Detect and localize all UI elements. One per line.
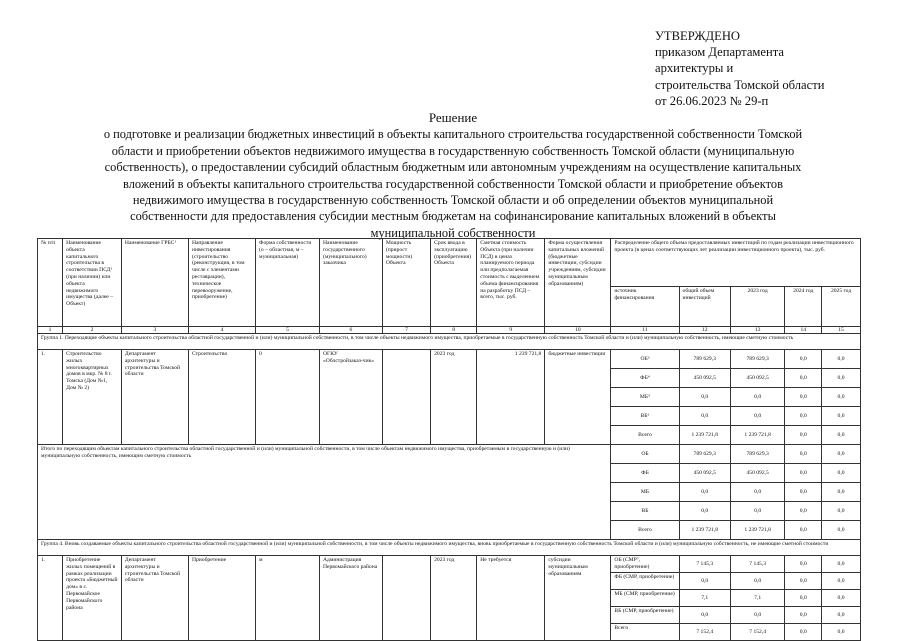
fin-2023: 7 145,3 <box>730 556 785 573</box>
capacity <box>382 350 430 445</box>
fin-2025: 0,0 <box>822 521 861 540</box>
fin-total: 1 239 721,8 <box>679 426 730 445</box>
fin-2023: 0,0 <box>730 407 785 426</box>
fin-source: МБ (СМР, приобретение) <box>611 590 679 607</box>
column-number: 2 <box>63 327 122 334</box>
header-cell: 2025 год <box>822 287 861 327</box>
fin-2024: 0,0 <box>785 607 822 624</box>
column-number-row <box>38 327 861 334</box>
fin-total: 0,0 <box>679 388 730 407</box>
fin-2025: 0,0 <box>822 445 861 464</box>
header-cell: Направление инвестирования (строительство (реконструкция, в том числе с элементами реставрации), техническое перевооружение, приобретение) <box>188 239 255 327</box>
column-number: 14 <box>785 327 822 334</box>
fin-2024: 0,0 <box>785 445 822 464</box>
approval-line: архитектуры и <box>655 61 734 76</box>
fin-2024: 0,0 <box>785 464 822 483</box>
header-cell: 2023 год <box>730 287 785 327</box>
grbs: Департамент архитектуры и строительства Томской области <box>121 350 188 445</box>
title-line: собственность), о предоставлении субсидий областным бюджетным или автономным учреждениям на осуществление капитальных <box>104 160 802 175</box>
fin-source: Всего <box>611 426 679 445</box>
document-title <box>30 110 876 241</box>
header-cell: № п/п <box>38 239 63 327</box>
fin-source: ОБ <box>611 445 679 464</box>
fin-total: 0,0 <box>679 573 730 590</box>
fin-2025: 0,0 <box>822 369 861 388</box>
fin-source: МБ <box>611 483 679 502</box>
customer: Администрация Первомайского района <box>319 556 382 641</box>
fin-source: ВБ⁶ <box>611 407 679 426</box>
column-number: 8 <box>431 327 477 334</box>
ownership-form: 0 <box>256 350 320 445</box>
fin-total: 450 092,5 <box>679 369 730 388</box>
title-line: вложений в объекты капитального строительства государственной собственности Томской области и приобретение объектов <box>123 176 783 191</box>
header-cell: Форма собственности (о – областная, м – муниципальная) <box>256 239 320 327</box>
fin-2025: 0,0 <box>822 407 861 426</box>
fin-2024: 0,0 <box>785 388 822 407</box>
header-cell: Наименование государственного (муниципального) заказчика <box>319 239 382 327</box>
object-name: Строительство жилых многоквартирных домов в мкр. № 8 г. Томска (Дом №1, Дом № 2) <box>63 350 122 445</box>
fin-2025: 0,0 <box>822 590 861 607</box>
group-title-row <box>38 334 861 350</box>
approval-line: от 26.06.2023 № 29-п <box>655 93 769 108</box>
table-row <box>38 350 861 369</box>
fin-2025: 0,0 <box>822 624 861 641</box>
commissioning-term: 2023 год <box>431 556 477 641</box>
fin-2023: 7,1 <box>730 590 785 607</box>
estimated-cost: 1 239 721,8 <box>477 350 545 445</box>
fin-source: ВБ <box>611 502 679 521</box>
fin-total: 0,0 <box>679 483 730 502</box>
column-number: 4 <box>188 327 255 334</box>
fin-2024: 0,0 <box>785 573 822 590</box>
row-number: 1. <box>38 350 63 445</box>
header-cell: источник финансирования <box>611 287 679 327</box>
fin-total: 7 145,3 <box>679 556 730 573</box>
estimated-cost: Не требуется <box>477 556 545 641</box>
title-line: муниципальной собственности <box>370 225 536 240</box>
fin-2025: 0,0 <box>822 388 861 407</box>
header-cell-distribution: Распределение общего объема предоставляемых инвестиций по годам реализации инвестиционного проекта (в ценах соответствующих лет реализации инвестиционного проекта), тыс. руб. <box>611 239 861 287</box>
column-number: 1 <box>38 327 63 334</box>
fin-total: 450 092,5 <box>679 464 730 483</box>
fin-2023: 0,0 <box>730 388 785 407</box>
column-number: 15 <box>822 327 861 334</box>
fin-total: 789 629,3 <box>679 350 730 369</box>
fin-source: ВБ (СМР, приобретение) <box>611 607 679 624</box>
header-cell: Срок ввода в эксплуатацию (приобретения) Объекта <box>431 239 477 327</box>
title-line: собственности для предоставления субсидии местным бюджетам на софинансирование капитальных вложений в объекты <box>130 209 776 224</box>
title-line: области и приобретении объектов недвижимого имущества в государственную собственность Томской области (муниципальную <box>111 143 795 158</box>
total-label: Итого по переходящим объектам капитального строительства областной государственной и (или) муниципальной собственности, в том числе объектам недвижимого имущества, приобретаемым в государственную и (или) муниципальную собственность, имеющим сметную стоимость <box>38 445 611 540</box>
fin-2025: 0,0 <box>822 556 861 573</box>
fin-source: Всего <box>611 624 679 641</box>
header-cell: Сметная стоимость Объекта (при наличии ПСД) в ценах планируемого периода или предполагаемая стоимость с выделением объема финансирования на разработку ПСД – всего, тыс. руб. <box>477 239 545 327</box>
investment-table <box>37 238 861 641</box>
fin-2024: 0,0 <box>785 556 822 573</box>
fin-2024: 0,0 <box>785 426 822 445</box>
title-line: недвижимого имущества в государственную собственность Томской области и об определении объектов муниципальной <box>132 193 774 208</box>
fin-source: ФБ <box>611 464 679 483</box>
fin-total: 7,1 <box>679 590 730 607</box>
fin-2023: 789 629,3 <box>730 350 785 369</box>
approval-line: УТВЕРЖДЕНО <box>655 29 741 43</box>
total-row <box>38 445 861 464</box>
ownership-form: м <box>256 556 320 641</box>
header-cell: 2024 год <box>785 287 822 327</box>
fin-total: 0,0 <box>679 407 730 426</box>
fin-2025: 0,0 <box>822 573 861 590</box>
table-row <box>38 556 861 573</box>
fin-source: Всего <box>611 521 679 540</box>
object-name: Приобретение жилых помещений в рамках реализации проекта «Бюджетный дом» в с. Первомайское Первомайского района <box>63 556 122 641</box>
column-number: 9 <box>477 327 545 334</box>
fin-total: 0,0 <box>679 607 730 624</box>
fin-2023: 450 092,5 <box>730 369 785 388</box>
approval-stamp <box>655 28 824 109</box>
header-row <box>38 239 861 287</box>
fin-source: МБ⁵ <box>611 388 679 407</box>
header-cell: Наименование ГРБС² <box>121 239 188 327</box>
commissioning-term: 2023 год <box>431 350 477 445</box>
fin-total: 0,0 <box>679 502 730 521</box>
title-line: о подготовке и реализации бюджетных инвестиций в объекты капитального строительства государственной собственности Томской <box>103 127 803 142</box>
fin-2024: 0,0 <box>785 590 822 607</box>
fin-2025: 0,0 <box>822 464 861 483</box>
fin-2023: 0,0 <box>730 607 785 624</box>
fin-2024: 0,0 <box>785 369 822 388</box>
column-number: 6 <box>319 327 382 334</box>
header-cell: общий объем инвестиций <box>679 287 730 327</box>
fin-2023: 450 092,5 <box>730 464 785 483</box>
fin-2025: 0,0 <box>822 607 861 624</box>
capacity <box>382 556 430 641</box>
column-number: 7 <box>382 327 430 334</box>
header-cell: Наименование объекта капитального строительства в соответствии ПСД¹ (при наличии) или объекта недвижимого имущества (далее – Объект) <box>63 239 122 327</box>
fin-2025: 0,0 <box>822 426 861 445</box>
column-number: 3 <box>121 327 188 334</box>
fin-2023: 0,0 <box>730 502 785 521</box>
investment-form: бюджетные инвестиции <box>545 350 611 445</box>
column-number: 13 <box>730 327 785 334</box>
fin-source: ФБ⁴ <box>611 369 679 388</box>
fin-2023: 0,0 <box>730 483 785 502</box>
fin-2023: 789 629,3 <box>730 445 785 464</box>
fin-2024: 0,0 <box>785 502 822 521</box>
direction: Строительство <box>188 350 255 445</box>
fin-source: ОБ (СМР⁷, приобретение) <box>611 556 679 573</box>
direction: Приобретение <box>188 556 255 641</box>
header-cell: Форма осуществления капитальных вложений (бюджетные инвестиции, субсидии учреждениям, субсидии муниципальным образованиям) <box>545 239 611 327</box>
column-number: 5 <box>256 327 320 334</box>
column-number: 11 <box>611 327 679 334</box>
approval-line: приказом Департамента <box>655 45 784 60</box>
column-number: 10 <box>545 327 611 334</box>
group-title-row <box>38 540 861 556</box>
fin-source: ФБ (СМР, приобретение) <box>611 573 679 590</box>
fin-2023: 1 239 721,8 <box>730 426 785 445</box>
approval-line: строительства Томской области <box>655 77 825 92</box>
group-title: Группа 1. Переходящие объекты капитального строительства областной государственной и (или) муниципальной собственности, в том числе объекты недвижимого имущества, приобретаемые в государственную собственность Томской области и (или) муниципальную собственность, имеющие сметную стоимость <box>38 334 861 350</box>
fin-2024: 0,0 <box>785 407 822 426</box>
column-number: 12 <box>679 327 730 334</box>
fin-2023: 0,0 <box>730 573 785 590</box>
row-number: 1. <box>38 556 63 641</box>
fin-source: ОБ³ <box>611 350 679 369</box>
fin-2023: 1 239 721,8 <box>730 521 785 540</box>
header-cell: Мощность (прирост мощности) Объекта <box>382 239 430 327</box>
fin-total: 789 629,3 <box>679 445 730 464</box>
fin-2023: 7 152,4 <box>730 624 785 641</box>
fin-2025: 0,0 <box>822 350 861 369</box>
fin-2024: 0,0 <box>785 521 822 540</box>
fin-2025: 0,0 <box>822 483 861 502</box>
grbs: Департамент архитектуры и строительства Томской области <box>121 556 188 641</box>
fin-2024: 0,0 <box>785 483 822 502</box>
fin-2024: 0,0 <box>785 624 822 641</box>
fin-total: 7 152,4 <box>679 624 730 641</box>
customer: ОГКУ «Облстройзаказ-чик» <box>319 350 382 445</box>
fin-total: 1 239 721,8 <box>679 521 730 540</box>
fin-2025: 0,0 <box>822 502 861 521</box>
group-title: Группа 4. Вновь создаваемые объекты капитального строительства областной государственной и (или) муниципальной собственности, в том числе объекты недвижимого имущества, вновь приобретаемые в государственную собственность Томской области и (или) муниципальную собственность, не имеющие сметной стоимости <box>38 540 861 556</box>
title-heading: Решение <box>428 110 478 125</box>
investment-form: субсидии муниципальным образованиям <box>545 556 611 641</box>
fin-2024: 0,0 <box>785 350 822 369</box>
